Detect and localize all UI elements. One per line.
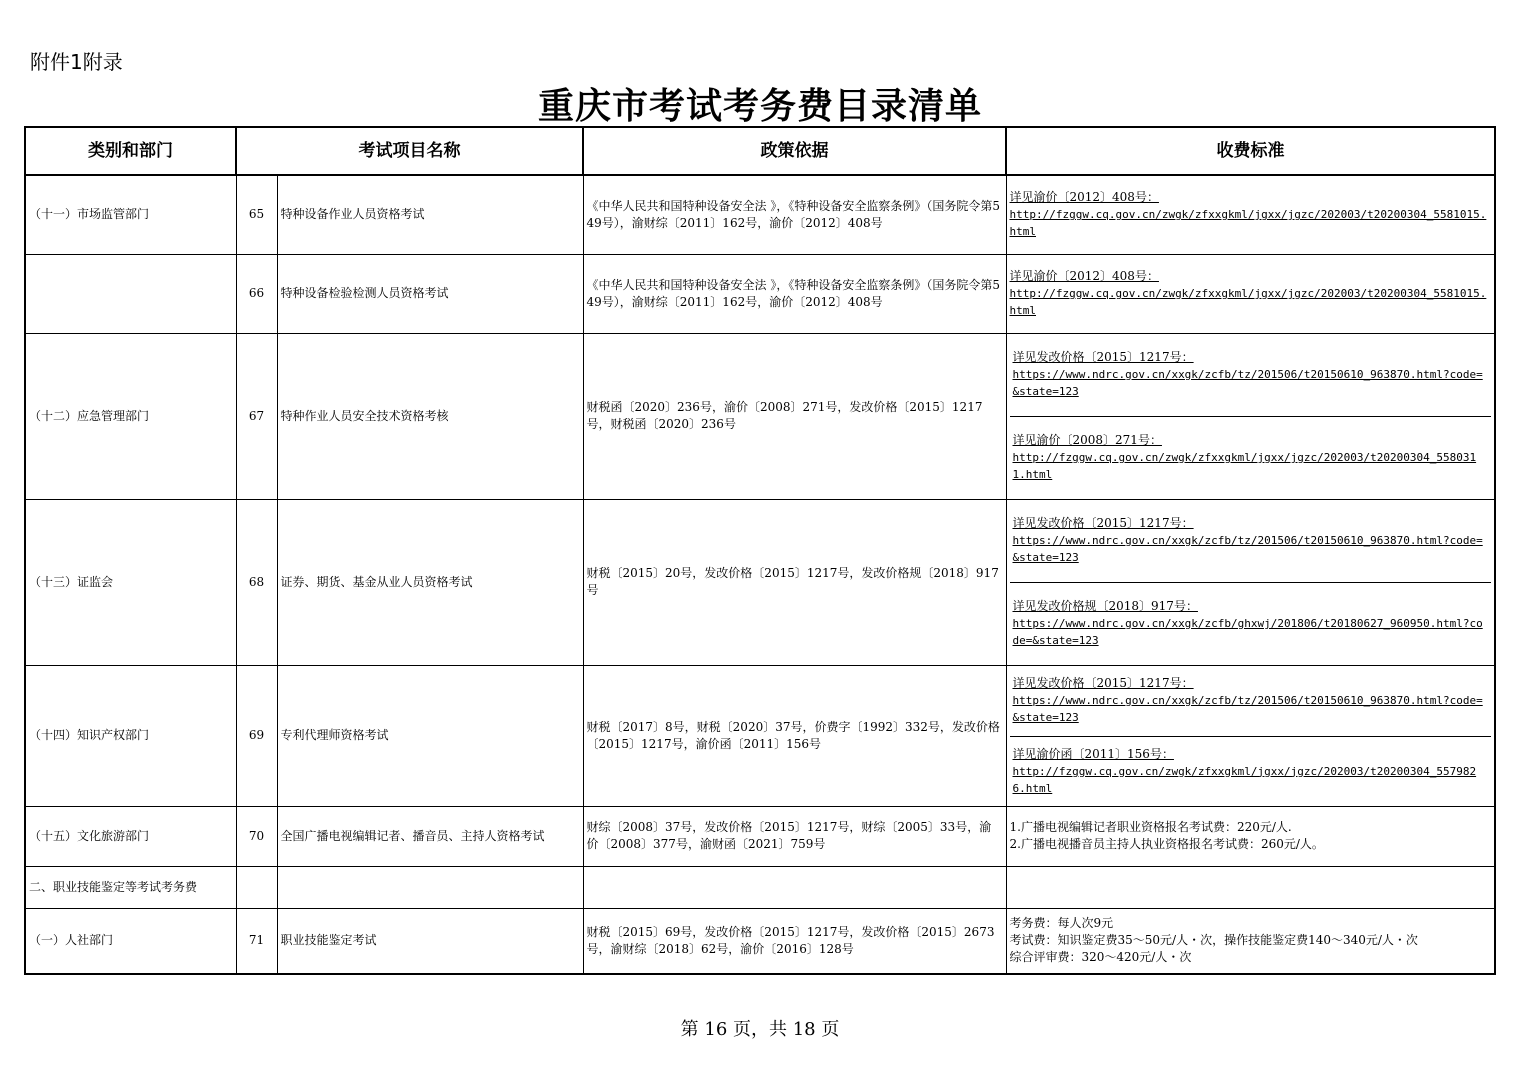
fee-reference xyxy=(1010,736,1492,806)
header-exam-name: 考试项目名称 xyxy=(236,127,583,175)
fee-reference-link[interactable]: https://www.ndrc.gov.cn/xxgk/zcfb/tz/201506/t20150610_963870.html?code=&state=123 xyxy=(1012,694,1483,724)
dept-cell: （十五）文化旅游部门 xyxy=(25,806,236,866)
empty-cell xyxy=(277,866,583,908)
row-number: 69 xyxy=(236,665,277,806)
dept-cell: （十三）证监会 xyxy=(25,499,236,665)
exam-name-cell: 全国广播电视编辑记者、播音员、主持人资格考试 xyxy=(277,806,583,866)
fee-text-line: 考试费：知识鉴定费35～50元/人・次，操作技能鉴定费140～340元/人・次 xyxy=(1009,933,1418,948)
fee-text-line: 考务费：每人次9元 xyxy=(1009,916,1114,931)
fee-text-line: 1.广播电视编辑记者职业资格报名考试费：220元/人. xyxy=(1009,820,1292,834)
fee-standard-cell xyxy=(1006,908,1495,974)
row-number: 66 xyxy=(236,254,277,333)
annex-label: 附件1附录 xyxy=(30,50,123,74)
fee-reference-link[interactable]: http://fzggw.cq.gov.cn/zwgk/zfxxgkml/jgxx/jgzc/202003/t20200304_5581015.html xyxy=(1009,208,1487,239)
exam-name-cell: 职业技能鉴定考试 xyxy=(277,908,583,974)
fee-reference-label: 详见发改价格〔2015〕1217号： xyxy=(1012,676,1194,690)
fee-reference xyxy=(1010,666,1492,736)
dept-cell: （十二）应急管理部门 xyxy=(25,333,236,499)
fee-standard-cell xyxy=(1006,665,1495,806)
fee-reference-link[interactable]: https://www.ndrc.gov.cn/xxgk/zcfb/tz/201506/t20150610_963870.html?code=&state=123 xyxy=(1012,368,1483,398)
section-row xyxy=(25,866,1495,908)
policy-basis-cell: 财税函〔2020〕236号，渝价〔2008〕271号，发改价格〔2015〕1217号，财税函〔2020〕236号 xyxy=(583,333,1006,499)
fee-standard-cell xyxy=(1006,175,1495,254)
fee-reference-label: 详见渝价〔2012〕408号： xyxy=(1009,269,1159,283)
policy-basis-cell: 《中华人民共和国特种设备安全法 》，《特种设备安全监察条例》（国务院令第549号），渝财综〔2011〕162号，渝价〔2012〕408号 xyxy=(583,254,1006,333)
row-number: 70 xyxy=(236,806,277,866)
page-number: 第 16 页，共 18 页 xyxy=(680,1019,840,1040)
fee-reference-link[interactable]: http://fzggw.cq.gov.cn/zwgk/zfxxgkml/jgxx/jgzc/202003/t20200304_5581015.html xyxy=(1009,287,1487,317)
empty-cell xyxy=(1006,866,1495,908)
table-row xyxy=(25,499,1495,665)
exam-name-cell: 证券、期货、基金从业人员资格考试 xyxy=(277,499,583,665)
table-row xyxy=(25,333,1495,499)
table-row xyxy=(25,806,1495,866)
exam-name-cell: 特种设备作业人员资格考试 xyxy=(277,175,583,254)
header-fee-standard: 收费标准 xyxy=(1006,127,1495,175)
table-row xyxy=(25,665,1495,806)
empty-cell xyxy=(583,866,1006,908)
policy-basis-cell: 《中华人民共和国特种设备安全法 》，《特种设备安全监察条例》（国务院令第549号），渝财综〔2011〕162号，渝价〔2012〕408号 xyxy=(583,175,1006,254)
fee-standard-cell xyxy=(1006,499,1495,665)
fee-reference-link[interactable]: http://fzggw.cq.gov.cn/zwgk/zfxxgkml/jgxx/jgzc/202003/t20200304_5580311.html xyxy=(1012,451,1477,481)
fee-standard-cell xyxy=(1006,254,1495,333)
policy-basis-cell: 财税〔2015〕20号，发改价格〔2015〕1217号，发改价格规〔2018〕917号 xyxy=(583,499,1006,665)
dept-cell xyxy=(25,254,236,333)
empty-cell xyxy=(236,866,277,908)
row-number: 71 xyxy=(236,908,277,974)
fee-reference-label: 详见渝价〔2012〕408号： xyxy=(1009,190,1159,205)
table-header-row xyxy=(25,127,1495,175)
table-row xyxy=(25,908,1495,974)
fee-text-line: 2.广播电视播音员主持人执业资格报名考试费：260元/人。 xyxy=(1009,837,1324,851)
exam-name-cell: 特种设备检验检测人员资格考试 xyxy=(277,254,583,333)
section-title: 二、职业技能鉴定等考试考务费 xyxy=(25,866,236,908)
exam-name-cell: 专利代理师资格考试 xyxy=(277,665,583,806)
fee-reference-link[interactable]: https://www.ndrc.gov.cn/xxgk/zcfb/tz/201506/t20150610_963870.html?code=&state=123 xyxy=(1012,534,1483,564)
dept-cell: （十一）市场监管部门 xyxy=(25,175,236,254)
fee-reference-label: 详见发改价格规〔2018〕917号： xyxy=(1012,599,1198,613)
table-row xyxy=(25,175,1495,254)
exam-name-cell: 特种作业人员安全技术资格考核 xyxy=(277,333,583,499)
dept-cell: （一）人社部门 xyxy=(25,908,236,974)
header-dept: 类别和部门 xyxy=(25,127,236,175)
policy-basis-cell: 财税〔2015〕69号，发改价格〔2015〕1217号，发改价格〔2015〕2673号，渝财综〔2018〕62号，渝价〔2016〕128号 xyxy=(583,908,1006,974)
policy-basis-cell: 财综〔2008〕37号，发改价格〔2015〕1217号，财综〔2005〕33号，渝价〔2008〕377号，渝财函〔2021〕759号 xyxy=(583,806,1006,866)
dept-cell: （十四）知识产权部门 xyxy=(25,665,236,806)
fee-reference-label: 详见渝价〔2008〕271号： xyxy=(1012,433,1162,447)
fee-standard-cell xyxy=(1006,333,1495,499)
fee-reference xyxy=(1010,500,1492,582)
fee-text-line: 综合评审费：320～420元/人・次 xyxy=(1009,950,1192,965)
fee-reference-link[interactable]: http://fzggw.cq.gov.cn/zwgk/zfxxgkml/jgxx/jgzc/202003/t20200304_5579826.html xyxy=(1012,764,1477,795)
fee-standard-cell xyxy=(1006,806,1495,866)
fee-reference xyxy=(1010,416,1492,499)
table-row xyxy=(25,254,1495,333)
fee-catalog-table xyxy=(24,126,1496,975)
fee-reference-label: 详见发改价格〔2015〕1217号： xyxy=(1012,516,1194,530)
fee-reference xyxy=(1010,582,1492,665)
row-number: 68 xyxy=(236,499,277,665)
fee-reference-label: 详见发改价格〔2015〕1217号： xyxy=(1012,350,1194,364)
fee-reference xyxy=(1010,334,1492,416)
row-number: 67 xyxy=(236,333,277,499)
fee-reference-link[interactable]: https://www.ndrc.gov.cn/xxgk/zcfb/ghxwj/201806/t20180627_960950.html?code=&state=123 xyxy=(1012,617,1483,647)
page-title: 重庆市考试考务费目录清单 xyxy=(537,85,982,127)
fee-reference-label: 详见渝价函〔2011〕156号： xyxy=(1012,746,1174,761)
row-number: 65 xyxy=(236,175,277,254)
header-policy-basis: 政策依据 xyxy=(583,127,1006,175)
policy-basis-cell: 财税〔2017〕8号，财税〔2020〕37号，价费字〔1992〕332号，发改价格〔2015〕1217号，渝价函〔2011〕156号 xyxy=(583,665,1006,806)
